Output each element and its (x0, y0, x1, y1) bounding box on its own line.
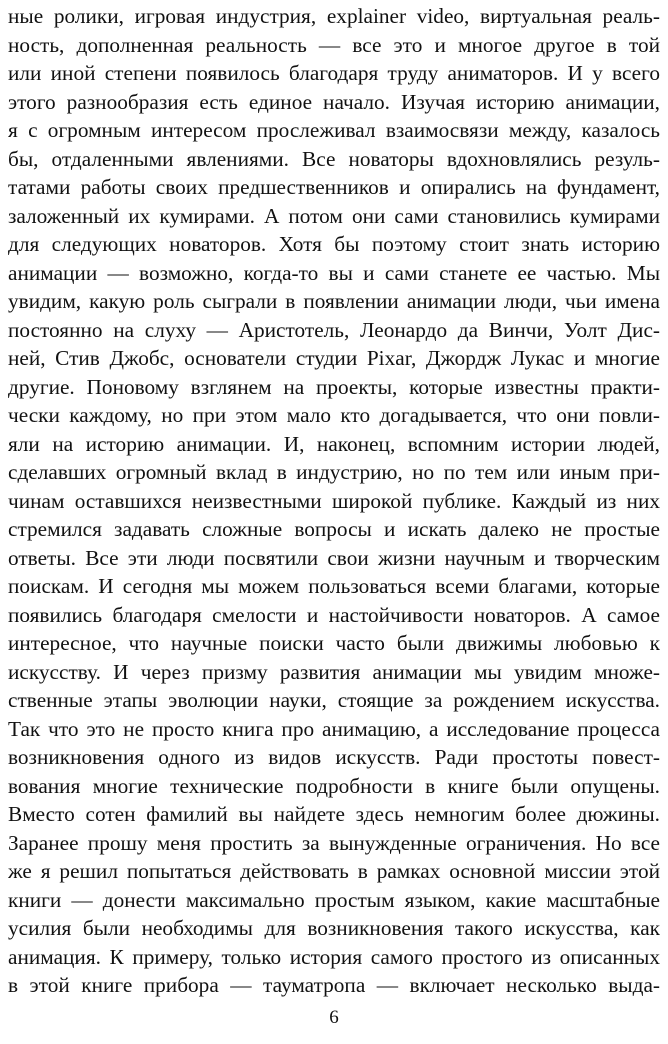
text-line: усилия были необходимы для возникновения такого искусства, как (8, 916, 660, 940)
text-line: Вместо сотен фамилий вы найдете здесь немногим более дюжины. (8, 802, 660, 826)
text-line: книги — донести максимально простым языком, какие масштабные (8, 887, 660, 912)
text-line: бы, отдаленными явлениями. Все новаторы вдохновлялись резуль- (8, 146, 660, 171)
text-line: вования многие технические подробности в книге были опущены. (8, 773, 660, 798)
text-line: же я решил попытаться действовать в рамках основной миссии этой (8, 859, 660, 883)
text-line: ные ролики, игровая индустрия, explainer video, виртуальная реаль- (8, 4, 660, 28)
text-line: искусству. И через призму развития анимации мы увидим множе- (8, 659, 660, 684)
text-line: увидим, какую роль сыграли в появлении анимации люди, чьи имена (8, 289, 660, 313)
page-number: 6 (329, 1007, 339, 1028)
text-line: Так что это не просто книга про анимацию, а исследование процесса (8, 716, 660, 741)
text-line: в этой книге прибора — тауматропа — включает несколько выда- (8, 973, 660, 997)
text-line: или иной степени появилось благодаря труду аниматоров. И у всего (8, 61, 660, 85)
text-line: анимация. К примеру, только история самого простого из описанных (8, 944, 660, 969)
text-line: появились благодаря смелости и настойчивости новаторов. А самое (8, 602, 660, 627)
text-line: постоянно на слуху — Аристотель, Леонардо да Винчи, Уолт Дис- (8, 317, 660, 342)
text-line: стремился задавать сложные вопросы и искать далеко не простые (8, 517, 660, 541)
text-line: ней, Стив Джобс, основатели студии Pixar, Джордж Лукас и многие (8, 346, 660, 370)
body-text (8, 2, 660, 1000)
text-line: татами работы своих предшественников и опирались на фундамент, (8, 175, 660, 199)
text-line: я с огромным интересом прослеживал взаимосвязи между, казалось (8, 118, 660, 142)
text-line: ственные этапы эволюции науки, стоящие за рождением искусства. (8, 688, 660, 712)
text-line: этого разнообразия есть единое начало. Изучая историю анимации, (8, 89, 660, 114)
text-line: возникновения одного из видов искусств. Ради простоты повест- (8, 745, 660, 769)
text-line: для следующих новаторов. Хотя бы поэтому стоит знать историю (8, 232, 660, 256)
text-line: сделавших огромный вклад в индустрию, но по тем или иным при- (8, 460, 660, 484)
text-line: ность, дополненная реальность — все это и многое другое в той (8, 32, 660, 57)
text-line: ответы. Все эти люди посвятили свои жизни научным и творческим (8, 545, 660, 570)
text-line: чески каждому, но при этом мало кто догадывается, что они повли- (8, 403, 660, 427)
text-line: интересное, что научные поиски часто были движимы любовью к (8, 631, 660, 655)
text-line: другие. Поновому взглянем на проекты, которые известны практи- (8, 374, 660, 399)
text-line: заложенный их кумирами. А потом они сами становились кумирами (8, 203, 660, 228)
text-line: анимации — возможно, когда-то вы и сами станете ее частью. Мы (8, 260, 660, 285)
text-line: поискам. И сегодня мы можем пользоваться всеми благами, которые (8, 574, 660, 598)
text-line: яли на историю анимации. И, наконец, вспомним истории людей, (8, 431, 660, 456)
text-line: Заранее прошу меня простить за вынужденные ограничения. Но все (8, 830, 660, 855)
text-line: чинам оставшихся неизвестными широкой публике. Каждый из них (8, 488, 660, 513)
